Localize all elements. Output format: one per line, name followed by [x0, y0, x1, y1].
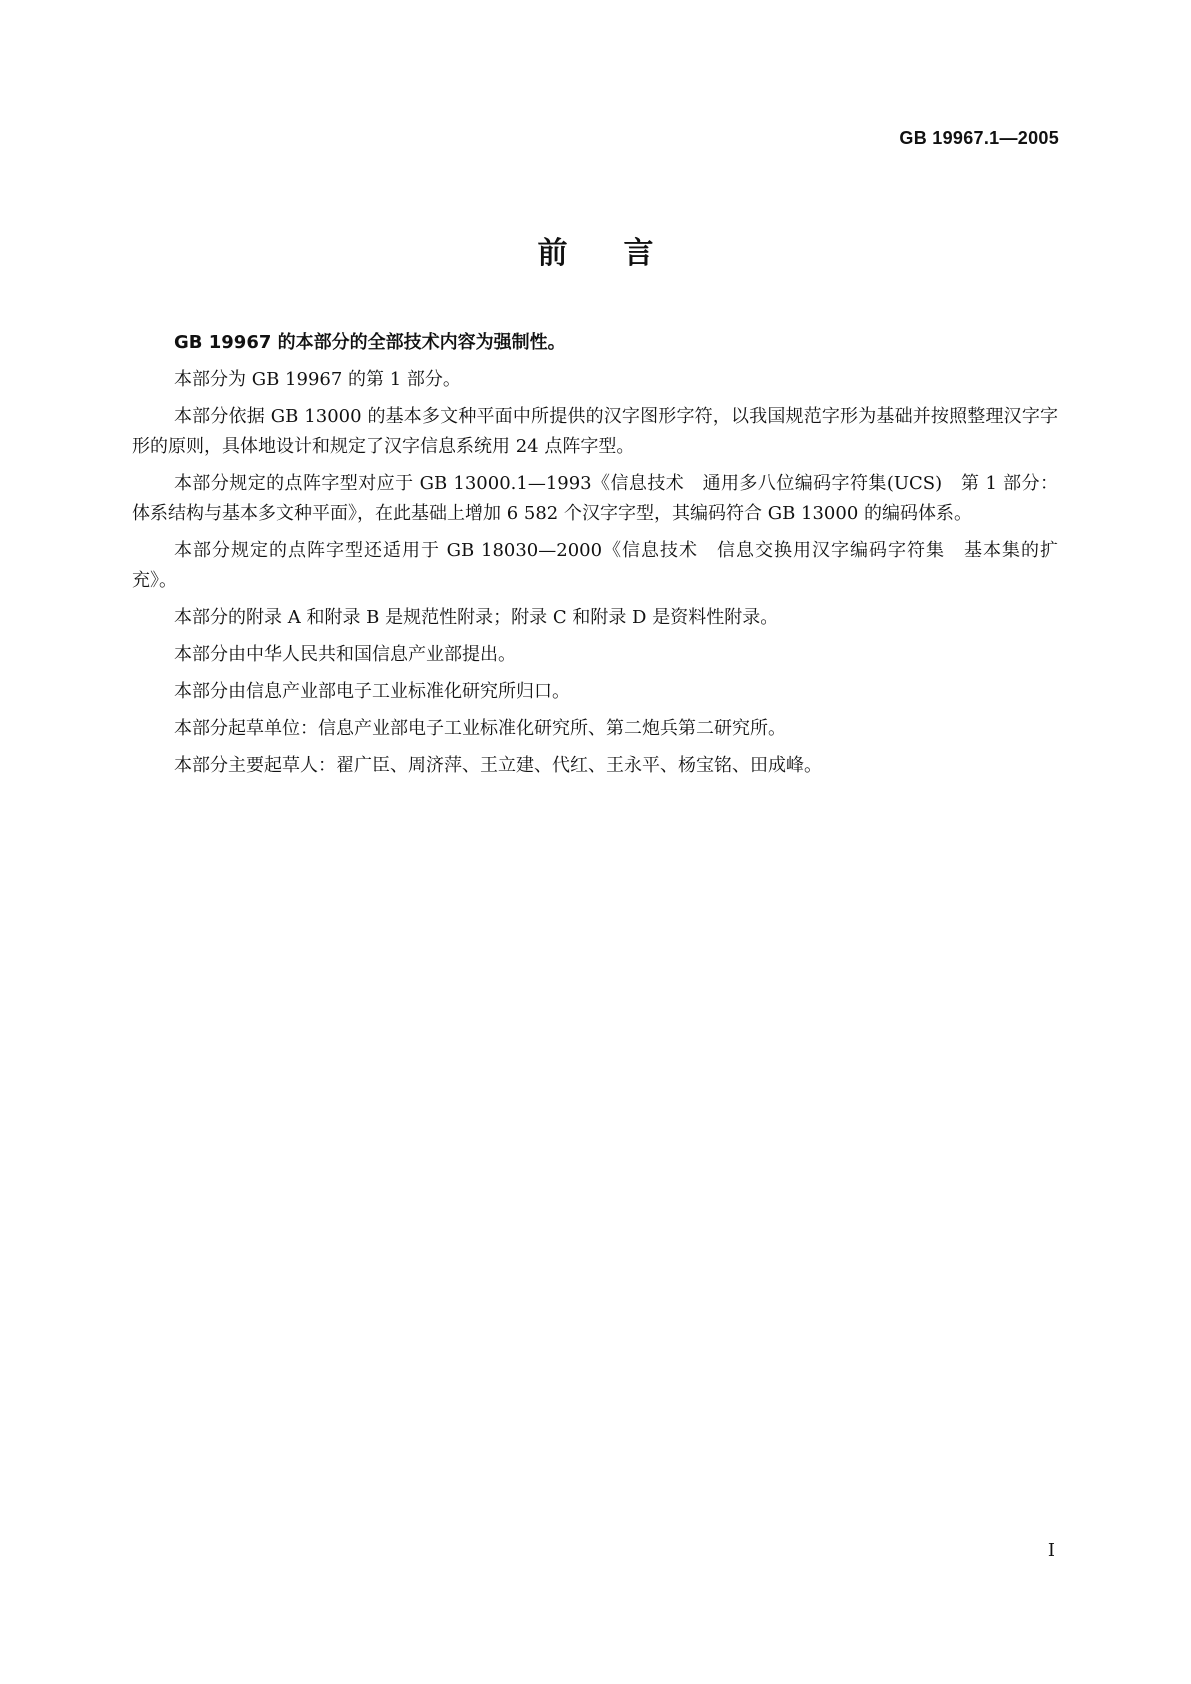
paragraph-mandatory-statement: GB 19967 的本部分的全部技术内容为强制性。	[174, 332, 566, 353]
paragraph: 本部分为 GB 19967 的第 1 部分。	[174, 369, 461, 390]
paragraph: 本部分由信息产业部电子工业标准化研究所归口。	[174, 681, 570, 702]
paragraph: 本部分主要起草人：翟广臣、周济萍、王立建、代红、王永平、杨宝铭、田成峰。	[174, 755, 822, 776]
page-title: 前言	[537, 236, 710, 271]
paragraph: 本部分规定的点阵字型对应于 GB 13000.1—1993《信息技术 通用多八位编码字符集(UCS) 第 1 部分：体系结构与基本多文种平面》，在此基础上增加 6 582 个汉字字型，其编码符合 GB 13000 的编码体系。	[132, 473, 1058, 524]
page-number: I	[1047, 1540, 1055, 1561]
standard-number: GB 19967.1—2005	[899, 128, 1059, 148]
foreword-body	[132, 328, 1058, 788]
paragraph: 本部分的附录 A 和附录 B 是规范性附录；附录 C 和附录 D 是资料性附录。	[174, 607, 779, 628]
paragraph: 本部分依据 GB 13000 的基本多文种平面中所提供的汉字图形字符，以我国规范字形为基础并按照整理汉字字形的原则，具体地设计和规定了汉字信息系统用 24 点阵字型。	[132, 406, 1058, 457]
paragraph: 本部分起草单位：信息产业部电子工业标准化研究所、第二炮兵第二研究所。	[174, 718, 786, 739]
paragraph: 本部分规定的点阵字型还适用于 GB 18030—2000《信息技术 信息交换用汉字编码字符集 基本集的扩充》。	[132, 540, 1058, 591]
paragraph: 本部分由中华人民共和国信息产业部提出。	[174, 644, 516, 665]
